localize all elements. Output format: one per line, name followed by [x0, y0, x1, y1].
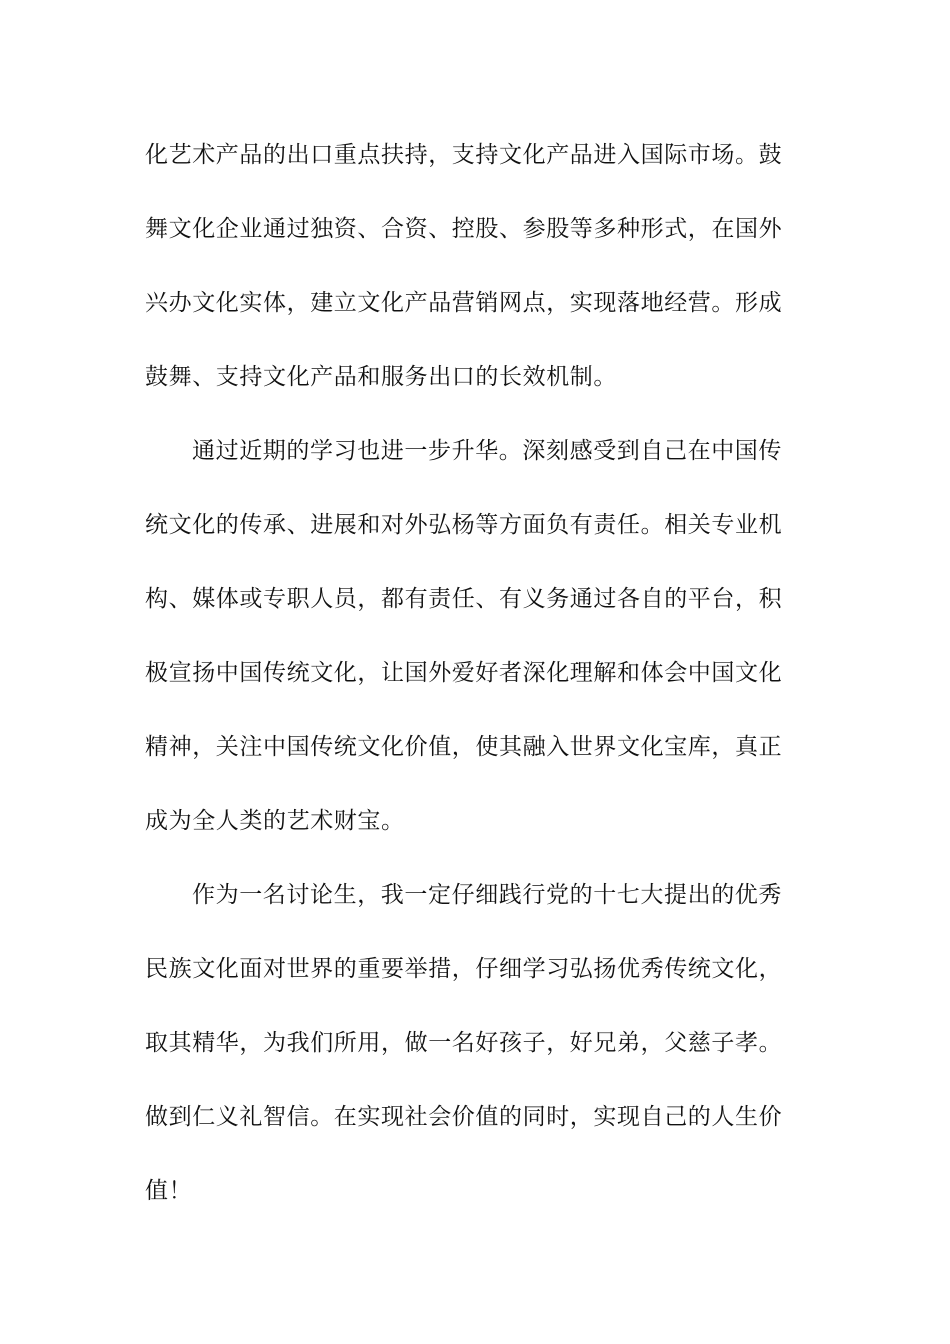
text-line: 取其精华，为我们所用，做一名好孩子，好兄弟，父慈子孝。 — [145, 1030, 783, 1056]
text-line: 舞文化企业通过独资、合资、控股、参股等多种形式，在国外 — [145, 216, 783, 242]
text-line: 鼓舞、支持文化产品和服务出口的长效机制。 — [145, 364, 617, 390]
text-line: 成为全人类的艺术财宝。 — [145, 808, 405, 834]
text-line: 精神，关注中国传统文化价值，使其融入世界文化宝库，真正 — [145, 734, 783, 760]
text-line: 做到仁义礼智信。在实现社会价值的同时，实现自己的人生价 — [145, 1104, 783, 1130]
body-text — [145, 131, 805, 1241]
text-line: 化艺术产品的出口重点扶持，支持文化产品进入国际市场。鼓 — [145, 142, 783, 168]
text-line: 极宣扬中国传统文化，让国外爱好者深化理解和体会中国文化 — [145, 660, 783, 686]
text-line: 民族文化面对世界的重要举措，仔细学习弘扬优秀传统文化， — [145, 956, 783, 982]
text-line: 构、媒体或专职人员，都有责任、有义务通过各自的平台，积 — [145, 586, 783, 612]
paragraph-first-line: 通过近期的学习也进一步升华。深刻感受到自己在中国传 — [192, 438, 782, 464]
text-line: 值！ — [145, 1178, 193, 1204]
text-line: 兴办文化实体，建立文化产品营销网点，实现落地经营。形成 — [145, 290, 783, 316]
paragraph-first-line: 作为一名讨论生，我一定仔细践行党的十七大提出的优秀 — [192, 882, 782, 908]
text-line: 统文化的传承、进展和对外弘杨等方面负有责任。相关专业机 — [145, 512, 783, 538]
